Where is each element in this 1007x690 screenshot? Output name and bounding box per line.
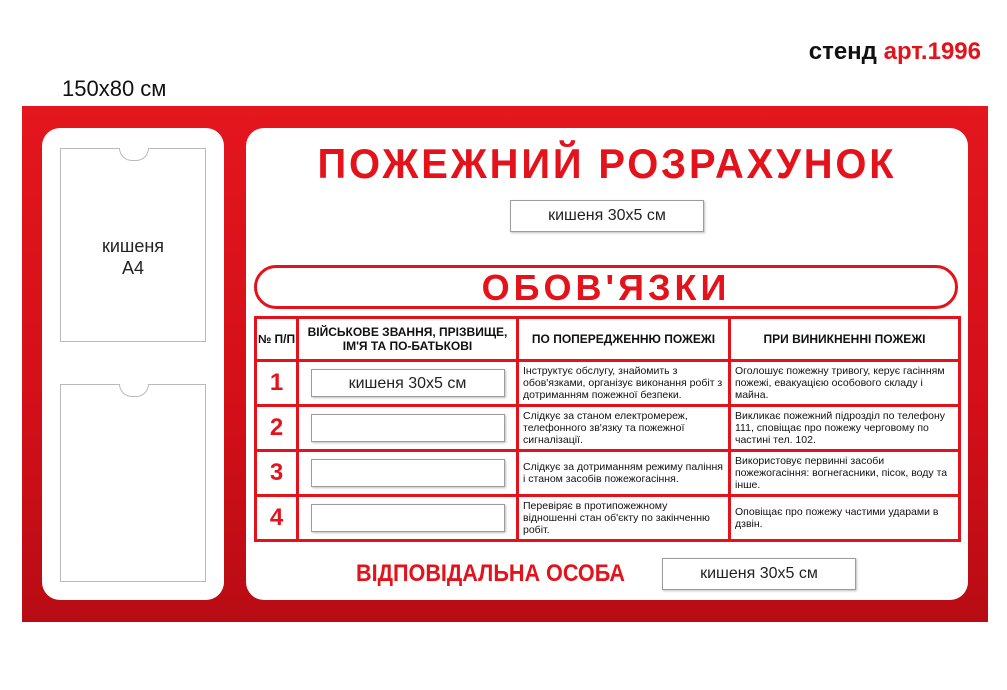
row-number: 4 — [256, 496, 298, 541]
header-num: № П/П — [256, 318, 298, 361]
pocket-label-line1: кишеня — [101, 236, 165, 256]
row-number: 3 — [256, 451, 298, 496]
table-header-row — [256, 318, 960, 361]
pocket-notch — [119, 148, 149, 161]
pocket-a4-bottom — [60, 384, 206, 582]
on-fire-text: Оповіщає про пожежу частими ударами в дзвін. — [730, 496, 960, 541]
pocket-label — [61, 235, 205, 279]
product-label — [809, 38, 981, 66]
responsible-pocket: кишеня 30x5 см — [662, 558, 856, 590]
pocket-notch — [119, 384, 149, 397]
table-row — [256, 361, 960, 406]
responsible-label: ВІДПОВІДАЛЬНА ОСОБА — [356, 560, 626, 587]
header-prevention: ПО ПОПЕРЕДЖЕННЮ ПОЖЕЖІ — [518, 318, 730, 361]
prevention-text: Слідкує за дотриманням режиму паління і станом засобів пожежогасіння. — [518, 451, 730, 496]
left-panel — [42, 128, 224, 600]
title-pocket: кишеня 30x5 см — [510, 200, 704, 232]
name-pocket — [311, 459, 505, 487]
table-row — [256, 496, 960, 541]
name-pocket: кишеня 30x5 см — [311, 369, 505, 397]
row-number: 2 — [256, 406, 298, 451]
pocket-a4-top — [60, 148, 206, 342]
table-row — [256, 451, 960, 496]
prevention-text: Перевіряє в протипожежному відношенні стан об'єкту по закінченню робіт. — [518, 496, 730, 541]
prevention-text: Інструктує обслугу, знайомить з обов'язками, організує виконання робіт з дотриманням пожежної безпеки. — [518, 361, 730, 406]
size-label: 150x80 см — [62, 76, 167, 101]
duties-title: ОБОВ'ЯЗКИ — [254, 265, 958, 309]
header-name: ВІЙСЬКОВЕ ЗВАННЯ, ПРІЗВИЩЕ, ІМ'Я ТА ПО-БАТЬКОВІ — [298, 318, 518, 361]
article-number: арт.1996 — [883, 38, 981, 65]
page-title: ПОЖЕЖНИЙ РОЗРАХУНОК — [317, 140, 897, 187]
header-on-fire: ПРИ ВИНИКНЕННІ ПОЖЕЖІ — [730, 318, 960, 361]
on-fire-text: Використовує первинні засоби пожежогасіння: вогнегасники, пісок, воду та інше. — [730, 451, 960, 496]
row-number: 1 — [256, 361, 298, 406]
stand-word: стенд — [808, 38, 877, 65]
table-row — [256, 406, 960, 451]
prevention-text: Слідкує за станом електромереж, телефонного зв'язку та пожежної сигналізації. — [518, 406, 730, 451]
on-fire-text: Викликає пожежний підрозділ по телефону 111, сповіщає про пожежу черговому по частині тел. 102. — [730, 406, 960, 451]
name-pocket — [311, 504, 505, 532]
name-pocket — [311, 414, 505, 442]
on-fire-text: Оголошує пожежну тривогу, керує гасінням пожежі, евакуацією особового складу і майна. — [730, 361, 960, 406]
pocket-label-line2: А4 — [121, 258, 145, 278]
duties-table — [254, 316, 961, 542]
